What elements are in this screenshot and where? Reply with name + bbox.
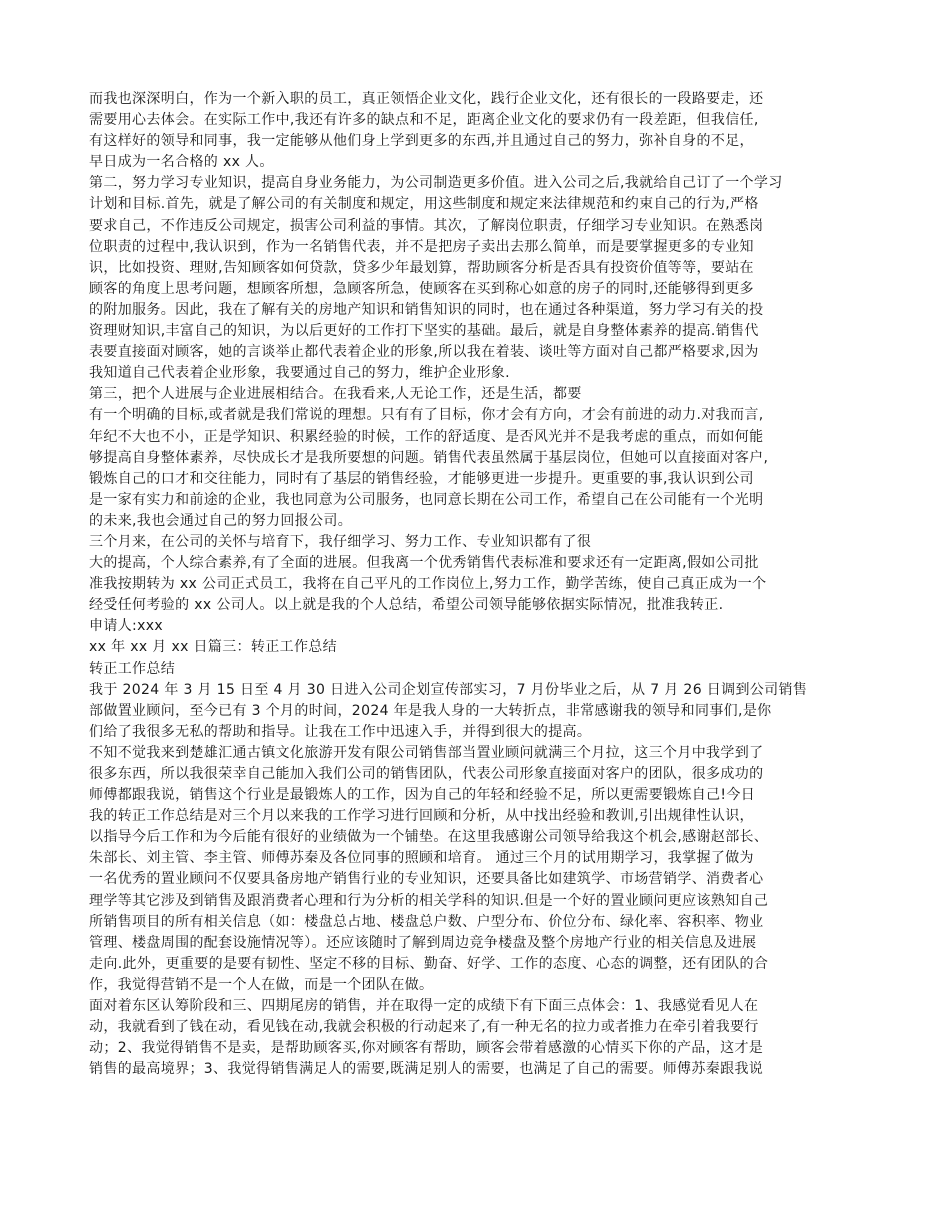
text-line: 经受任何考验的 xx 公司人。以上就是我的个人总结，希望公司领导能够依据实际情况，批准我转正. (89, 597, 724, 614)
paragraph (89, 637, 859, 658)
text-line: 我于 2024 年 3 月 15 日至 4 月 30 日进入公司企划宣传部实习，7 月份毕业之后，从 7 月 26 日调到公司销售 (89, 681, 808, 698)
text-line: 准我按期转为 xx 公司正式员工，我将在自己平凡的工作岗位上,努力工作，勤学苦练，使自己真正成为一个 (89, 576, 767, 593)
text-line: 作，我觉得营销不是一个人在做，而是一个团队在做。 (89, 976, 434, 993)
text-line: 我知道自己代表着企业形象，我要通过自己的努力，维护企业形象. (89, 365, 510, 382)
text-line: 不知不觉我来到楚雄汇通古镇文化旅游开发有限公司销售部当置业顾问就满三个月拉，这三个月中我学到了 (89, 744, 764, 761)
paragraph (89, 89, 859, 173)
document-page (89, 89, 859, 1080)
text-line: 而我也深深明白，作为一个新入职的员工，真正领悟企业文化，践行企业文化，还有很长的一段路要走，还 (89, 91, 764, 107)
paragraph (89, 405, 859, 532)
text-line: 走向.此外，更重要的是要有韧性、坚定不移的目标、勤奋、好学、工作的态度、心态的调整，还有团队的合 (89, 955, 769, 972)
text-line: 有一个明确的目标,或者就是我们常说的理想。只有有了目标，你才会有方向，才会有前进的动力.对我而言, (89, 407, 764, 424)
paragraph (89, 532, 859, 553)
text-line: 动；2、我觉得销售不是卖，是帮助顾客买,你对顾客有帮助，顾客会带着感激的心情买下你的产品，这才是 (89, 1040, 764, 1057)
text-line: 们给了我很多无私的帮助和指导。让我在工作中迅速入手，并得到很大的提高。 (89, 723, 592, 740)
paragraph (89, 659, 859, 680)
text-line: 申请人:xxx (89, 618, 164, 635)
text-line: 部做置业顾问，至今已有 3 个月的时间，2024 年是我人身的一大转折点，非常感谢我的领导和同事们,是你 (89, 702, 772, 719)
paragraph (89, 384, 859, 405)
text-line: 以指导今后工作和为今后能有很好的业绩做为一个铺垫。在这里我感谢公司领导给我这个机会,感谢赵部长、 (89, 829, 769, 846)
text-line: 动，我就看到了钱在动，看见钱在动,我就会积极的行动起来了,有一种无名的拉力或者推力在牵引着我要行 (89, 1019, 759, 1036)
paragraph (89, 616, 859, 637)
text-line: 的附加服务。因此，我在了解有关的房地产知识和销售知识的同时，也在通过各种渠道，努力学习有关的投 (89, 301, 764, 318)
text-line: 年纪不大也不小，正是学知识、积累经验的时候，工作的舒适度、是否风光并不是我考虑的重点，而如何能 (89, 428, 764, 445)
text-line: 大的提高，个人综合素养,有了全面的进展。但我离一个优秀销售代表标准和要求还有一定距离,假如公司批 (89, 555, 759, 572)
text-line: 有这样好的领导和同事，我一定能够从他们身上学到更多的东西,并且通过自己的努力，弥补自身的不足， (89, 133, 754, 150)
text-line: 顾客的角度上思考问题，想顾客所想，急顾客所急，使顾客在买到称心如意的房子的同时,还能够得到更多 (89, 280, 754, 297)
text-line: 所销售项目的所有相关信息（如：楼盘总占地、楼盘总户数、户型分布、价位分布、绿化率、容积率、物业 (89, 913, 764, 930)
text-line: 转正工作总结 (89, 660, 176, 677)
text-line: 资理财知识,丰富自己的知识，为以后更好的工作打下坚实的基础。最后，就是自身整体素养的提高.销售代 (89, 323, 759, 340)
paragraph (89, 173, 859, 384)
text-line: 师傅都跟我说，销售这个行业是最锻炼人的工作，因为自己的年轻和经验不足，所以更需要锻炼自己!今日 (89, 787, 756, 804)
text-line: 我的转正工作总结是对三个月以来我的工作学习进行回顾和分析，从中找出经验和教训,引出规律性认识， (89, 808, 754, 825)
text-line: 销售的最高境界；3、我觉得销售满足人的需要,既满足别人的需要，也满足了自己的需要。师傅苏秦跟我说 (89, 1061, 764, 1078)
text-line: 计划和目标.首先，就是了解公司的有关制度和规定，用这些制度和规定来法律规范和约束自己的行为,严格 (89, 196, 759, 213)
text-line: xx 年 xx 月 xx 日篇三：转正工作总结 (89, 639, 338, 656)
paragraph (89, 553, 859, 616)
text-line: 够提高自身整体素养，尽快成长才是我所要想的问题。销售代表虽然属于基层岗位，但她可以直接面对客户, (89, 449, 769, 466)
text-line: 面对着东区认筹阶段和三、四期尾房的销售，并在取得一定的成绩下有下面三点体会：1、我感觉看见人在 (89, 998, 759, 1015)
text-line: 识，比如投资、理财,告知顾客如何贷款，贷多少年最划算，帮助顾客分析是否具有投资价值等等，要站在 (89, 259, 754, 276)
text-line: 位职责的过程中,我认识到，作为一名销售代表，并不是把房子卖出去那么简单，而是要掌握更多的专业知 (89, 238, 754, 255)
text-line: 锻炼自己的口才和交往能力，同时有了基层的销售经验，才能够更进一步提升。更重要的事,我认识到公司 (89, 470, 754, 487)
text-line: 需要用心去体会。在实际工作中,我还有许多的缺点和不足，距离企业文化的要求仍有一段差距，但我信任, (89, 112, 759, 129)
text-line: 的未来,我也会通过自己的努力回报公司。 (89, 512, 353, 529)
text-line: 一名优秀的置业顾问不仅要具备房地产销售行业的专业知识，还要具备比如建筑学、市场营销学、消费者心 (89, 871, 764, 888)
text-line: 管理、楼盘周围的配套设施情况等）。还应该随时了解到周边竞争楼盘及整个房地产行业的相关信息及进展 (89, 934, 757, 951)
paragraph (89, 743, 859, 996)
text-line: 早日成为一名合格的 xx 人。 (89, 154, 274, 171)
text-line: 朱部长、刘主管、李主管、师傅苏秦及各位同事的照顾和培育。 通过三个月的试用期学习，我掌握了做为 (89, 850, 754, 867)
text-line: 是一家有实力和前途的企业，我也同意为公司服务，也同意长期在公司工作，希望自己在公司能有一个光明 (89, 491, 764, 508)
paragraph (89, 680, 859, 743)
text-line: 第二，努力学习专业知识，提高自身业务能力，为公司制造更多价值。进入公司之后,我就给自己订了一个学习 (89, 175, 783, 192)
text-line: 三个月来，在公司的关怀与培育下，我仔细学习、努力工作、专业知识都有了很 (89, 533, 592, 550)
text-line: 要求自己，不作违反公司规定，损害公司利益的事情。其次，了解岗位职责，仔细学习专业知识。在熟悉岗 (89, 217, 764, 234)
text-line: 第三，把个人进展与企业进展相结合。在我看来,人无论工作，还是生活，都要 (89, 386, 582, 403)
text-line: 很多东西，所以我很荣幸自己能加入我们公司的销售团队，代表公司形象直接面对客户的团队，很多成功的 (89, 766, 764, 782)
text-line: 理学等其它涉及到销售及跟消费者心理和行为分析的相关学科的知识.但是一个好的置业顾问更应该熟知自己 (89, 892, 769, 909)
text-line: 表要直接面对顾客，她的言谈举止都代表着企业的形象,所以我在着装、谈吐等方面对自己都严格要求,因为 (89, 344, 759, 361)
paragraph (89, 996, 859, 1080)
